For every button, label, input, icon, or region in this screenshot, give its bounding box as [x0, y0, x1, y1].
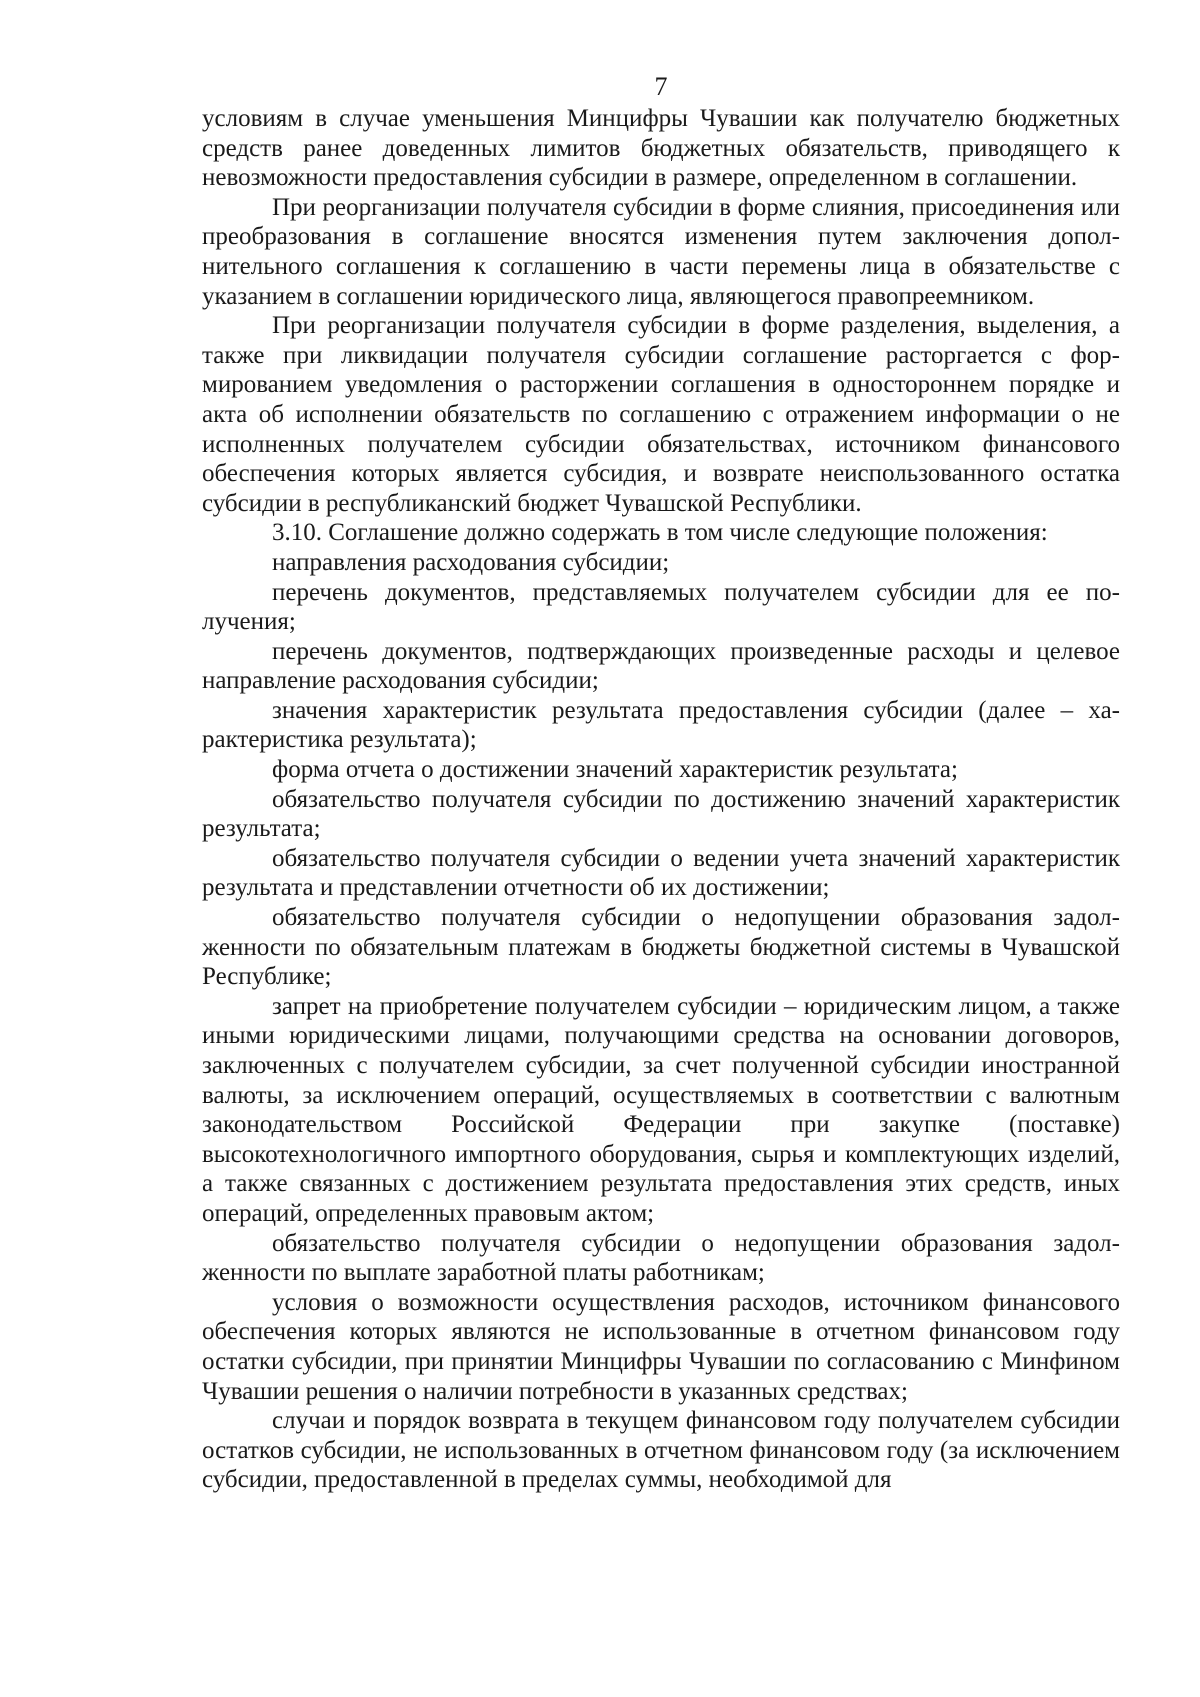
paragraph: обязательство получателя субсидии о недопущении образования задолженности по выплате заработной платы работникам; [202, 1229, 1120, 1287]
paragraph: 3.10. Соглашение должно содержать в том числе следующие положения: [272, 519, 1048, 547]
paragraph: обязательство получателя субсидии о ведении учета значений характеристик результата и представлении отчетности об их достижении; [202, 844, 1120, 902]
paragraph: условия о возможности осуществления расходов, источником финансового обеспечения которых являются не использованные в отчетном финансовом году остатки субсидии, при принятии Минцифры Чувашии по согласованию с Минфином Чувашии решения о наличии потребности в указанных средствах; [202, 1288, 1120, 1405]
paragraph: перечень документов, представляемых получателем субсидии для ее получения; [202, 578, 1120, 636]
paragraph: обязательство получателя субсидии по достижению значений характеристик результата; [202, 785, 1120, 843]
document-page [202, 72, 1120, 1495]
paragraph: При реорганизации получателя субсидии в форме слияния, присоединения или преобразования в соглашение вносятся изменения путем заключения дополнительного соглашения к соглашению в части перемены лица в обязательстве с указанием в соглашении юридического лица, являющегося правопреемником. [202, 193, 1120, 310]
paragraph: перечень документов, подтверждающих произведенные расходы и целевое направление расходования субсидии; [202, 637, 1120, 695]
page-number: 7 [654, 72, 668, 101]
paragraph: значения характеристик результата предоставления субсидии (далее – характеристика результата); [202, 696, 1120, 754]
document-body [202, 104, 1120, 1495]
paragraph: случаи и порядок возврата в текущем финансовом году получателем субсидии остатков субсидии, не использованных в отчетном финансовом году (за исключением субсидии, предоставленной в пределах суммы, необходимой для [202, 1407, 1120, 1494]
paragraph: При реорганизации получателя субсидии в форме разделения, выделения, а также при ликвидации получателя субсидии соглашение расторгается с формированием уведомления о расторжении соглашения в одностороннем порядке и акта об исполнении обязательств по соглашению с отражением информации о не исполненных получателем субсидии обязательствах, источником финансового обеспечения которых является субсидия, и возврате неиспользованного остатка субсидии в республиканский бюджет Чувашской Республики. [202, 312, 1120, 517]
paragraph: запрет на приобретение получателем субсидии – юридическим лицом, а также иными юридическими лицами, получающими средства на основании договоров, заключенных с получателем субсидии, за счет полученной субсидии иностранной валюты, за исключением операций, осуществляемых в соответствии с валютным законодательством Российской Федерации при закупке (поставке) высокотехнологичного импортного оборудования, сырья и комплектующих изделий, а также связанных с достижением результата предоставления этих средств, иных операций, определенных правовым актом; [202, 992, 1120, 1227]
paragraph: условиям в случае уменьшения Минцифры Чувашии как получателю бюджетных средств ранее доведенных лимитов бюджетных обязательств, приводящего к невозможности предоставления субсидии в размере, определенном в соглашении. [202, 105, 1120, 192]
paragraph: обязательство получателя субсидии о недопущении образования задолженности по обязательным платежам в бюджеты бюджетной системы в Чувашской Республике; [202, 904, 1120, 991]
paragraph: форма отчета о достижении значений характеристик результата; [272, 756, 958, 784]
paragraph: направления расходования субсидии; [272, 548, 670, 576]
